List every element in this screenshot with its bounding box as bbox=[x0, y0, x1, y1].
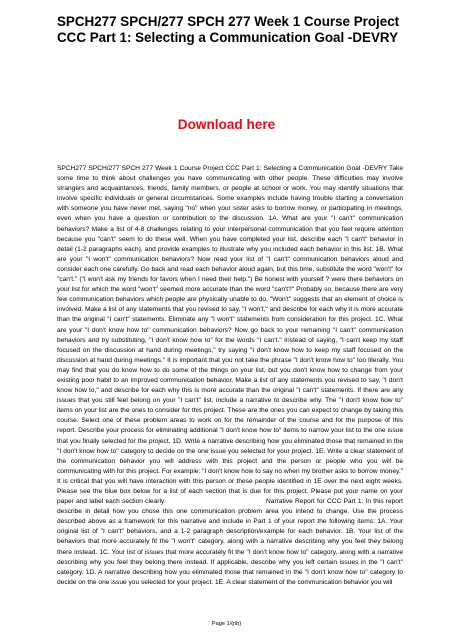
download-link[interactable]: Download here bbox=[177, 117, 276, 132]
page-footer: Page 1/{nb} bbox=[211, 621, 242, 627]
document-title: SPCH277 SPCH/277 SPCH 277 Week 1 Course Project CCC Part 1: Selecting a Communication Goal -DEVRY bbox=[57, 14, 400, 45]
document-body: SPCH277 SPCH/277 SPCH 277 Week 1 Course Project CCC Part 1: Selecting a Communication Goal -DEVRY Take some time to think about challenges you have communicating with other people. These difficulties may involve strangers and acquaintances, friends, family members, or people at school or work. You may identify situations that involve specific individuals or general circumstances. Some examples include having trouble starting a conversation with someone you have never met, saying "no" when your sister asks to borrow money, or participating in meetings, even when you have a question or contribution to the discussion. 1A. What are your "I can't" communication behaviors? Make a list of 4-8 challenges relating to your interpersonal communication that you feel require attention because you "can't" seem to do these well. When you have completed your list, describe each "I can't" behavior in detail (1-2 paragraphs each), and provide examples to illustrate why you included each behavior in this list. 1B. What are your "I won't" communication behaviors? Now read your list of "I can't" communication behaviors aloud and consider each one carefully. Go back and read each behavior aloud again, but this time, substitute the word "won't" for "can't." ("I won't ask my friends for favors when I need their help.") Be honest with yourself ? were there behaviors on your list for which the word "won't" seemed more accurate than the word "can't?" Probably so, because there are very few communication behaviors which people are physically unable to do. "Won't" suggests that an element of choice is involved. Make a list of any statements that you revised to say, "I won't," and describe for each why it is more accurate than the original "I can't" statements. Eliminate any "I won't" statements from consideration for this project. 1C. What are your "I don't know how to" communication behaviors? Now go back to your remaining "I can't" communication behaviors and try substituting, "I don't know how to" for the words "I can't." Instead of saying, "I can't keep my staff focused on the discussion at hand during meetings," try saying "I don't know how to keep my staff focused on the discussion at hand during meetings." It is important that you not take the phrase "I don't know how to" too literally. You may find that you do know how to do some of the things on your list, but you don't know how to change from your existing poor habit to an improved communication behavior. Make a list of any statements you revised to say, "I don't know how to," and describe for each why this is more accurate than the original "I can't" statements. If there are any issues that you still feel belong on your "I can't" list, include a narrative to describe why. The "I don't know how to" items on your list are the ones to consider for this project. These are the ones you can expect to change by taking this course. Select one of these problem areas to work on for the remainder of the course and for the purpose of this report. Describe your process for eliminating additional "I don't know how to" items to narrow your list to the one issue that you finally selected for the project. 1D. Write a narrative describing how you eliminated those that remained in the "I don't know how to" category to decide on the one issue you selected for your project. 1E. Write a clear statement of the communication behavior you will address with this project and the person or people who you will be communicating with for this project. For example: "I don't know how to say no when my brother asks to borrow money." It is critical that you will have interaction with this person or these people identified in 1E over the next eight weeks. Please see the blue box below for a list of each section that is due for this project. Please put your name on your paper and label each section clearly. Narrative Report for CCC Part 1: In this report describe in detail how you chose this one communication problem area you intend to change. Use the process described above as a framework for this narrative and include in Part 1 of your report the following items: 1A. Your original list of "I can't" behaviors, and a 1-2 paragraph description/example for each behavior. 1B. Your list of the behaviors that more accurately fit the "I won't" category, along with a narrative describing why you feel they belong there instead. 1C. Your list of issues that more accurately fit the "I don't know how to" category, along with a narrative describing why you feel they belong there instead. If applicable, describe why you left certain issues in the "I can't" category. 1D. A narrative describing how you eliminated those that remained in the "I don't know how to" category to decide on the one issue you selected for your project. 1E. A clear statement of the communication behavior you will bbox=[57, 165, 405, 586]
